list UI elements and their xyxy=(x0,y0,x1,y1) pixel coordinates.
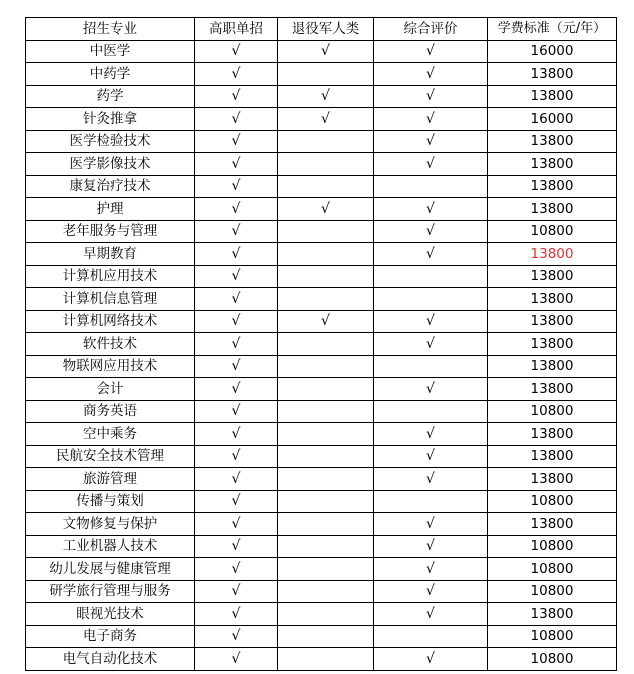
cell-major: 药学 xyxy=(26,85,195,108)
cell-vocational: √ xyxy=(195,580,278,603)
header-tuition: 学费标准（元/年） xyxy=(488,18,617,41)
table-row xyxy=(26,85,617,108)
table-row xyxy=(26,198,617,221)
cell-tuition: 13800 xyxy=(488,175,617,198)
cell-vocational: √ xyxy=(195,558,278,581)
table-row xyxy=(26,265,617,288)
cell-tuition: 10800 xyxy=(488,535,617,558)
cell-comprehensive: √ xyxy=(374,423,488,446)
cell-comprehensive: √ xyxy=(374,153,488,176)
cell-comprehensive xyxy=(374,265,488,288)
cell-vocational: √ xyxy=(195,648,278,671)
table-row xyxy=(26,355,617,378)
cell-major: 中医学 xyxy=(26,40,195,63)
table-row xyxy=(26,40,617,63)
cell-comprehensive xyxy=(374,355,488,378)
cell-tuition: 13800 xyxy=(488,85,617,108)
cell-veteran xyxy=(278,468,374,491)
cell-vocational: √ xyxy=(195,535,278,558)
table-row xyxy=(26,468,617,491)
cell-major: 计算机应用技术 xyxy=(26,265,195,288)
cell-major: 电气自动化技术 xyxy=(26,648,195,671)
cell-tuition: 10800 xyxy=(488,648,617,671)
cell-comprehensive: √ xyxy=(374,535,488,558)
cell-tuition: 13800 xyxy=(488,378,617,401)
cell-major: 民航安全技术管理 xyxy=(26,445,195,468)
header-veteran: 退役军人类 xyxy=(278,18,374,41)
cell-veteran xyxy=(278,445,374,468)
cell-vocational: √ xyxy=(195,333,278,356)
cell-veteran xyxy=(278,625,374,648)
cell-comprehensive: √ xyxy=(374,108,488,131)
cell-comprehensive: √ xyxy=(374,85,488,108)
cell-vocational: √ xyxy=(195,288,278,311)
table-row xyxy=(26,558,617,581)
cell-veteran: √ xyxy=(278,85,374,108)
table-row xyxy=(26,648,617,671)
table-row xyxy=(26,175,617,198)
table-row xyxy=(26,490,617,513)
cell-tuition: 13800 xyxy=(488,310,617,333)
cell-tuition: 13800 xyxy=(488,288,617,311)
cell-major: 电子商务 xyxy=(26,625,195,648)
table-row xyxy=(26,243,617,266)
cell-veteran xyxy=(278,400,374,423)
cell-comprehensive: √ xyxy=(374,198,488,221)
cell-tuition: 10800 xyxy=(488,558,617,581)
table-row xyxy=(26,603,617,626)
table-row xyxy=(26,513,617,536)
cell-tuition: 13800 xyxy=(488,445,617,468)
cell-major: 中药学 xyxy=(26,63,195,86)
cell-major: 计算机网络技术 xyxy=(26,310,195,333)
cell-veteran xyxy=(278,603,374,626)
cell-comprehensive: √ xyxy=(374,220,488,243)
cell-vocational: √ xyxy=(195,153,278,176)
cell-vocational: √ xyxy=(195,513,278,536)
cell-veteran xyxy=(278,558,374,581)
cell-comprehensive xyxy=(374,490,488,513)
table-row xyxy=(26,288,617,311)
table-row xyxy=(26,535,617,558)
cell-vocational: √ xyxy=(195,468,278,491)
cell-tuition: 13800 xyxy=(488,355,617,378)
header-vocational: 高职单招 xyxy=(195,18,278,41)
cell-major: 眼视光技术 xyxy=(26,603,195,626)
cell-comprehensive xyxy=(374,625,488,648)
cell-major: 早期教育 xyxy=(26,243,195,266)
cell-comprehensive: √ xyxy=(374,445,488,468)
table-row xyxy=(26,378,617,401)
cell-tuition: 10800 xyxy=(488,625,617,648)
cell-tuition: 10800 xyxy=(488,220,617,243)
cell-vocational: √ xyxy=(195,220,278,243)
cell-veteran xyxy=(278,63,374,86)
table-row xyxy=(26,153,617,176)
cell-major: 工业机器人技术 xyxy=(26,535,195,558)
cell-tuition: 10800 xyxy=(488,490,617,513)
table-row xyxy=(26,400,617,423)
tuition-fee-table xyxy=(25,17,617,671)
cell-vocational: √ xyxy=(195,423,278,446)
cell-major: 传播与策划 xyxy=(26,490,195,513)
header-major: 招生专业 xyxy=(26,18,195,41)
table-row xyxy=(26,445,617,468)
cell-vocational: √ xyxy=(195,490,278,513)
cell-major: 空中乘务 xyxy=(26,423,195,446)
cell-major: 幼儿发展与健康管理 xyxy=(26,558,195,581)
cell-veteran xyxy=(278,288,374,311)
cell-veteran xyxy=(278,423,374,446)
cell-comprehensive: √ xyxy=(374,243,488,266)
cell-vocational: √ xyxy=(195,310,278,333)
table-row xyxy=(26,625,617,648)
fee-table-sheet xyxy=(25,17,617,671)
table-row xyxy=(26,108,617,131)
cell-tuition: 16000 xyxy=(488,108,617,131)
cell-vocational: √ xyxy=(195,378,278,401)
cell-vocational: √ xyxy=(195,243,278,266)
table-row xyxy=(26,333,617,356)
table-row xyxy=(26,310,617,333)
cell-comprehensive: √ xyxy=(374,513,488,536)
cell-veteran xyxy=(278,378,374,401)
cell-comprehensive: √ xyxy=(374,648,488,671)
cell-comprehensive: √ xyxy=(374,378,488,401)
cell-veteran xyxy=(278,490,374,513)
cell-veteran xyxy=(278,243,374,266)
cell-veteran xyxy=(278,648,374,671)
cell-tuition: 13800 xyxy=(488,603,617,626)
cell-comprehensive: √ xyxy=(374,40,488,63)
cell-major: 会计 xyxy=(26,378,195,401)
cell-veteran xyxy=(278,130,374,153)
cell-comprehensive: √ xyxy=(374,333,488,356)
cell-tuition: 13800 xyxy=(488,198,617,221)
cell-comprehensive: √ xyxy=(374,130,488,153)
header-row xyxy=(26,18,617,41)
cell-veteran xyxy=(278,153,374,176)
cell-comprehensive xyxy=(374,175,488,198)
cell-major: 医学影像技术 xyxy=(26,153,195,176)
cell-tuition: 13800 xyxy=(488,468,617,491)
cell-comprehensive: √ xyxy=(374,310,488,333)
cell-tuition: 13800 xyxy=(488,130,617,153)
cell-major: 研学旅行管理与服务 xyxy=(26,580,195,603)
cell-veteran xyxy=(278,220,374,243)
cell-major: 老年服务与管理 xyxy=(26,220,195,243)
cell-veteran xyxy=(278,513,374,536)
cell-vocational: √ xyxy=(195,198,278,221)
cell-veteran: √ xyxy=(278,40,374,63)
cell-comprehensive: √ xyxy=(374,603,488,626)
cell-vocational: √ xyxy=(195,400,278,423)
cell-comprehensive xyxy=(374,288,488,311)
cell-veteran xyxy=(278,535,374,558)
cell-vocational: √ xyxy=(195,355,278,378)
cell-vocational: √ xyxy=(195,603,278,626)
cell-comprehensive: √ xyxy=(374,580,488,603)
cell-veteran: √ xyxy=(278,108,374,131)
cell-tuition: 13800 xyxy=(488,153,617,176)
cell-vocational: √ xyxy=(195,265,278,288)
cell-tuition: 16000 xyxy=(488,40,617,63)
cell-tuition: 13800 xyxy=(488,265,617,288)
cell-major: 商务英语 xyxy=(26,400,195,423)
cell-vocational: √ xyxy=(195,130,278,153)
cell-veteran xyxy=(278,355,374,378)
cell-tuition: 13800 xyxy=(488,243,617,266)
table-row xyxy=(26,220,617,243)
table-row xyxy=(26,423,617,446)
cell-vocational: √ xyxy=(195,445,278,468)
cell-vocational: √ xyxy=(195,175,278,198)
cell-tuition: 13800 xyxy=(488,333,617,356)
cell-tuition: 10800 xyxy=(488,580,617,603)
table-body xyxy=(26,40,617,670)
table-row xyxy=(26,580,617,603)
cell-comprehensive: √ xyxy=(374,558,488,581)
cell-major: 文物修复与保护 xyxy=(26,513,195,536)
cell-veteran xyxy=(278,175,374,198)
table-row xyxy=(26,130,617,153)
cell-major: 针灸推拿 xyxy=(26,108,195,131)
cell-comprehensive xyxy=(374,400,488,423)
cell-tuition: 13800 xyxy=(488,423,617,446)
cell-major: 旅游管理 xyxy=(26,468,195,491)
cell-tuition: 10800 xyxy=(488,400,617,423)
table-row xyxy=(26,63,617,86)
cell-veteran xyxy=(278,265,374,288)
cell-tuition: 13800 xyxy=(488,513,617,536)
cell-comprehensive: √ xyxy=(374,63,488,86)
cell-major: 康复治疗技术 xyxy=(26,175,195,198)
cell-vocational: √ xyxy=(195,85,278,108)
cell-major: 医学检验技术 xyxy=(26,130,195,153)
cell-major: 计算机信息管理 xyxy=(26,288,195,311)
cell-veteran: √ xyxy=(278,198,374,221)
cell-major: 护理 xyxy=(26,198,195,221)
cell-vocational: √ xyxy=(195,625,278,648)
cell-vocational: √ xyxy=(195,40,278,63)
cell-vocational: √ xyxy=(195,108,278,131)
header-comprehensive: 综合评价 xyxy=(374,18,488,41)
cell-veteran: √ xyxy=(278,310,374,333)
cell-vocational: √ xyxy=(195,63,278,86)
cell-veteran xyxy=(278,580,374,603)
cell-comprehensive: √ xyxy=(374,468,488,491)
cell-tuition: 13800 xyxy=(488,63,617,86)
cell-veteran xyxy=(278,333,374,356)
cell-major: 软件技术 xyxy=(26,333,195,356)
cell-major: 物联网应用技术 xyxy=(26,355,195,378)
